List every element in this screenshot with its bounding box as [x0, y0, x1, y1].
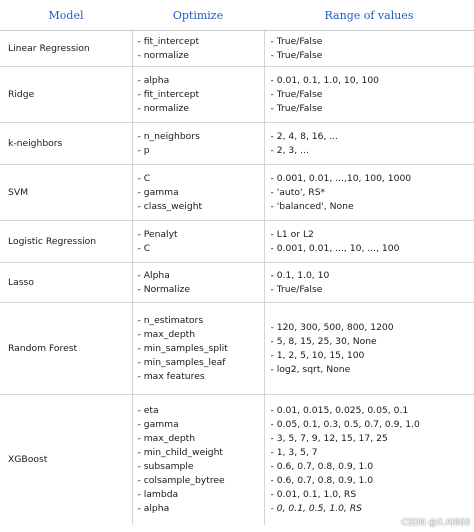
range-value: - 0.6, 0.7, 0.8, 0.9, 1.0	[270, 460, 374, 472]
parameter-name: - max_depth	[137, 328, 196, 340]
parameter-name: - p	[137, 144, 150, 156]
table-row	[0, 263, 474, 303]
watermark: CSDN @X.AI666	[401, 518, 470, 528]
range-value: - log2, sqrt, None	[270, 363, 351, 375]
parameter-name: - Normalize	[137, 283, 191, 295]
range-value: - 0.001, 0.01, ...,10, 100, 1000	[270, 172, 412, 184]
range-value: - 0.05, 0.1, 0.3, 0.5, 0.7, 0.9, 1.0	[270, 418, 420, 430]
parameter-name: - class_weight	[137, 200, 203, 212]
parameter-name: - normalize	[137, 102, 189, 114]
model-name: SVM	[0, 165, 132, 221]
parameter-name: - normalize	[137, 49, 189, 61]
range-cell	[264, 67, 474, 123]
parameter-name: - fit_intercept	[137, 35, 200, 47]
model-name: Ridge	[0, 67, 132, 123]
range-value: - 0.01, 0.1, 1.0, RS	[270, 488, 357, 500]
parameter-name: - max features	[137, 370, 205, 382]
parameter-name: - lambda	[137, 488, 179, 500]
parameter-name: - n_neighbors	[137, 130, 200, 142]
range-value: - True/False	[270, 283, 323, 295]
range-cell	[264, 263, 474, 303]
parameter-name: - min_samples_split	[137, 342, 228, 354]
range-value: - 3, 5, 7, 9, 12, 15, 17, 25	[270, 432, 388, 444]
parameter-name: - min_child_weight	[137, 446, 224, 458]
range-value: - 'balanced', None	[270, 200, 354, 212]
parameter-name: - gamma	[137, 186, 179, 198]
range-value: - 0.1, 1.0, 10	[270, 269, 330, 281]
parameter-name: - C	[137, 172, 151, 184]
table-row	[0, 123, 474, 165]
table-row	[0, 395, 474, 525]
table-row	[0, 303, 474, 395]
range-value: - 0.01, 0.015, 0.025, 0.05, 0.1	[270, 404, 409, 416]
range-cell	[264, 221, 474, 263]
range-value: - 1, 2, 5, 10, 15, 100	[270, 349, 365, 361]
parameter-name: - min_samples_leaf	[137, 356, 226, 368]
range-value: - L1 or L2	[270, 228, 314, 240]
table-body	[0, 31, 474, 525]
range-value: - 0.001, 0.01, ..., 10, ..., 100	[270, 242, 400, 254]
model-name: XGBoost	[8, 454, 48, 466]
table-row	[0, 31, 474, 67]
optimize-cell	[132, 123, 264, 165]
optimize-cell	[132, 263, 264, 303]
parameter-name: - Penalyt	[137, 228, 178, 240]
parameter-name: - alpha	[137, 74, 170, 86]
range-value: - 'auto', RS*	[270, 186, 326, 198]
parameter-name: - subsample	[137, 460, 194, 472]
range-cell	[264, 31, 474, 67]
parameter-name: - C	[137, 242, 151, 254]
header-optimize: Optimize	[132, 0, 264, 31]
range-value: - 120, 300, 500, 800, 1200	[270, 321, 394, 333]
header-model: Model	[0, 0, 132, 31]
parameter-name: - Alpha	[137, 269, 170, 281]
range-value: - 1, 3, 5, 7	[270, 446, 318, 458]
range-cell	[264, 165, 474, 221]
range-value: - True/False	[270, 35, 323, 47]
table-row	[0, 165, 474, 221]
model-name: k-neighbors	[0, 123, 132, 165]
optimize-cell	[132, 165, 264, 221]
parameter-name: - gamma	[137, 418, 179, 430]
range-value: - True/False	[270, 88, 323, 100]
model-name: Linear Regression	[0, 31, 132, 67]
optimize-cell	[132, 31, 264, 67]
range-cell	[264, 123, 474, 165]
parameter-name: - n_estimators	[137, 314, 204, 326]
model-name: Lasso	[0, 263, 132, 303]
header-range: Range of values	[264, 0, 474, 31]
range-value: - 0.01, 0.1, 1.0, 10, 100	[270, 74, 380, 86]
range-value: - True/False	[270, 102, 323, 114]
range-value: - 0.6, 0.7, 0.8, 0.9, 1.0	[270, 474, 374, 486]
parameter-name: - alpha	[137, 502, 170, 514]
parameter-name: - max_depth	[137, 432, 196, 444]
optimize-cell	[132, 221, 264, 263]
parameter-name: - fit_intercept	[137, 88, 200, 100]
parameter-name: - eta	[137, 404, 159, 416]
table-row	[0, 221, 474, 263]
optimize-cell	[132, 67, 264, 123]
parameter-name: - colsample_bytree	[137, 474, 225, 486]
range-cell	[264, 303, 474, 395]
range-value: - True/False	[270, 49, 323, 61]
range-value: - 0, 0.1, 0.5, 1.0, RS	[270, 502, 362, 514]
range-cell	[264, 395, 474, 525]
optimize-cell	[132, 395, 264, 525]
range-value: - 2, 3, ...	[270, 144, 309, 156]
range-value: - 5, 8, 15, 25, 30, None	[270, 335, 377, 347]
model-name: Random Forest	[0, 303, 132, 395]
table-row	[0, 67, 474, 123]
model-name: Logistic Regression	[0, 221, 132, 263]
header-row	[0, 0, 474, 31]
optimize-cell	[132, 303, 264, 395]
range-value: - 2, 4, 8, 16, ...	[270, 130, 339, 142]
